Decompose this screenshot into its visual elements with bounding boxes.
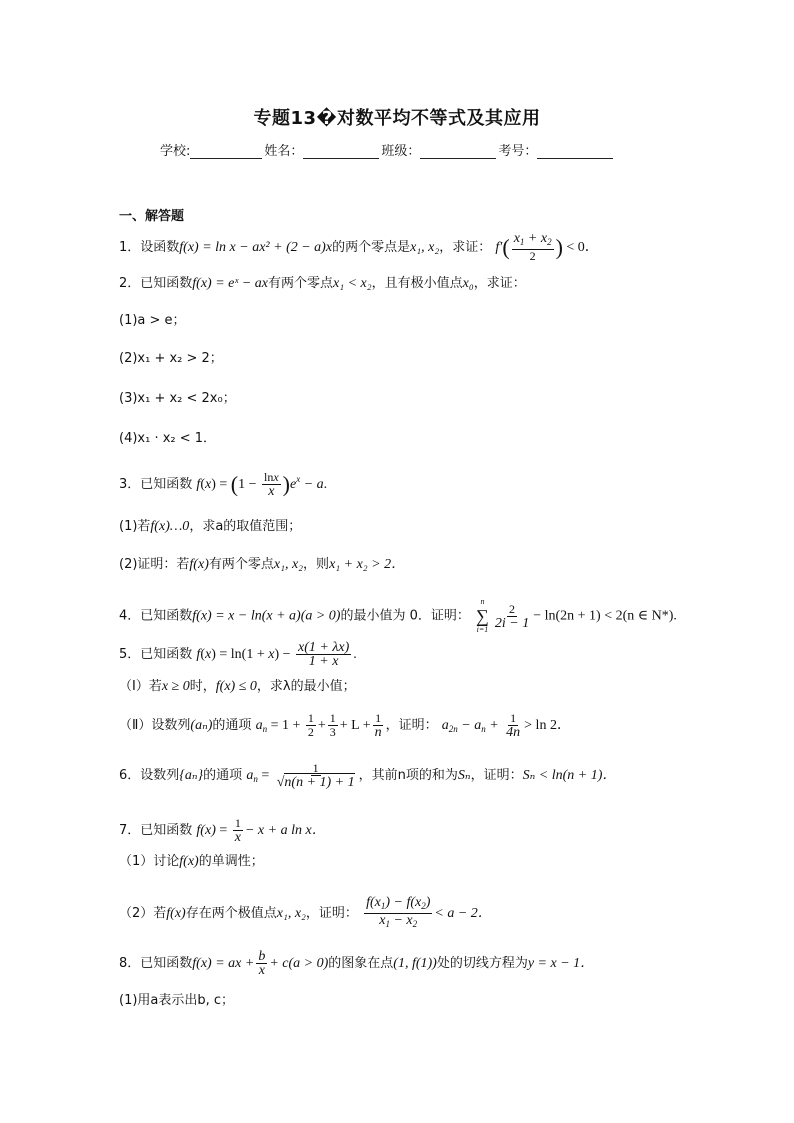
question-7-part-2: （2）若f(x)存在两个极值点x₁, x₂，证明： $\frac{f(x_1) - f(x_2)}{x_1 - x_2}$ < a − 2． (119, 895, 492, 929)
school-blank[interactable] (190, 145, 262, 159)
question-2-part-4: (4)x₁ · x₂ < 1． (119, 431, 217, 446)
number-blank[interactable] (537, 145, 613, 159)
question-1: 1．设函数f(x) = ln x − ax² + (2 − a)x的两个零点是x₁, x₂，求证： f′( $\frac{x_1 + x_2}{2}$ ) < 0． (119, 231, 599, 263)
question-2-part-3: (3)x₁ + x₂ < 2x₀； (119, 391, 236, 406)
name-blank[interactable] (303, 145, 379, 159)
question-7: 7．已知函数 f(x) = $\frac{1}{x}$ − x + a ln x． (119, 816, 326, 845)
question-7-part-1: （1）讨论f(x)的单调性； (119, 854, 264, 869)
question-5-part-1: （Ⅰ）若x ≥ 0时，f(x) ≤ 0，求λ的最小值； (119, 679, 356, 694)
question-6: 6．设数列{aₙ}的通项 $a_n$ = $\frac{1}{√n(n + 1) + 1}$ ，其前n项的和为Sₙ，证明：Sₙ < ln(n + 1)． (119, 761, 617, 790)
question-3: 3．已知函数 f(x) = (1 − $\frac{\ln x}{x}$ )$e^x - a$. (119, 470, 328, 499)
student-info-line (160, 140, 640, 159)
question-2-part-2: (2)x₁ + x₂ > 2； (119, 351, 223, 366)
class-label: 班级： (381, 144, 421, 159)
question-5-part-2: （Ⅱ）设数列(aₙ)的通项 $a_n = 1$ + $\frac{1}{2}$ + $\frac{1}{3}$ + L + $\frac{1}{n}$ ，证明： $a_{2n} - a_n$ + $\frac{1}{4n}$ > ln 2． (119, 711, 571, 740)
class-blank[interactable] (420, 145, 496, 159)
question-8-part-1: (1)用a表示出b, c； (119, 993, 235, 1008)
question-2: 2．已知函数f(x) = eˣ − ax有两个零点x₁ < x₂，且有极小值点x₀，求证： (119, 276, 526, 291)
question-3-part-1: (1)若f(x)…0，求a的取值范围； (119, 519, 302, 534)
question-8: 8．已知函数f(x) = ax + $\frac{b}{x}$ + c(a > 0)的图象在点(1, f(1))处的切线方程为y = x − 1． (119, 949, 595, 978)
question-4: 4．已知函数f(x) = x − ln(x + a)(a > 0)的最小值为 0．证明： n ∑ i=1 $\frac{2}{2i - 1}$ − ln(2n + 1) < 2(n ∈ N*). (119, 597, 677, 634)
question-2-part-1: (1)a > e； (119, 313, 186, 328)
page-title: 专题13�对数平均不等式及其应用 (253, 108, 541, 129)
section-heading: 一、解答题 (119, 209, 185, 224)
question-5: 5．已知函数 f(x) = ln(1 + x) − $\frac{x(1 + \lambda x)}{1 + x}$ . (119, 640, 357, 669)
name-label: 姓名： (264, 144, 304, 159)
school-label: 学校: (160, 144, 191, 159)
number-label: 考号： (498, 144, 538, 159)
question-3-part-2: (2)证明：若f(x)有两个零点x₁, x₂，则x₁ + x₂ > 2． (119, 557, 406, 572)
